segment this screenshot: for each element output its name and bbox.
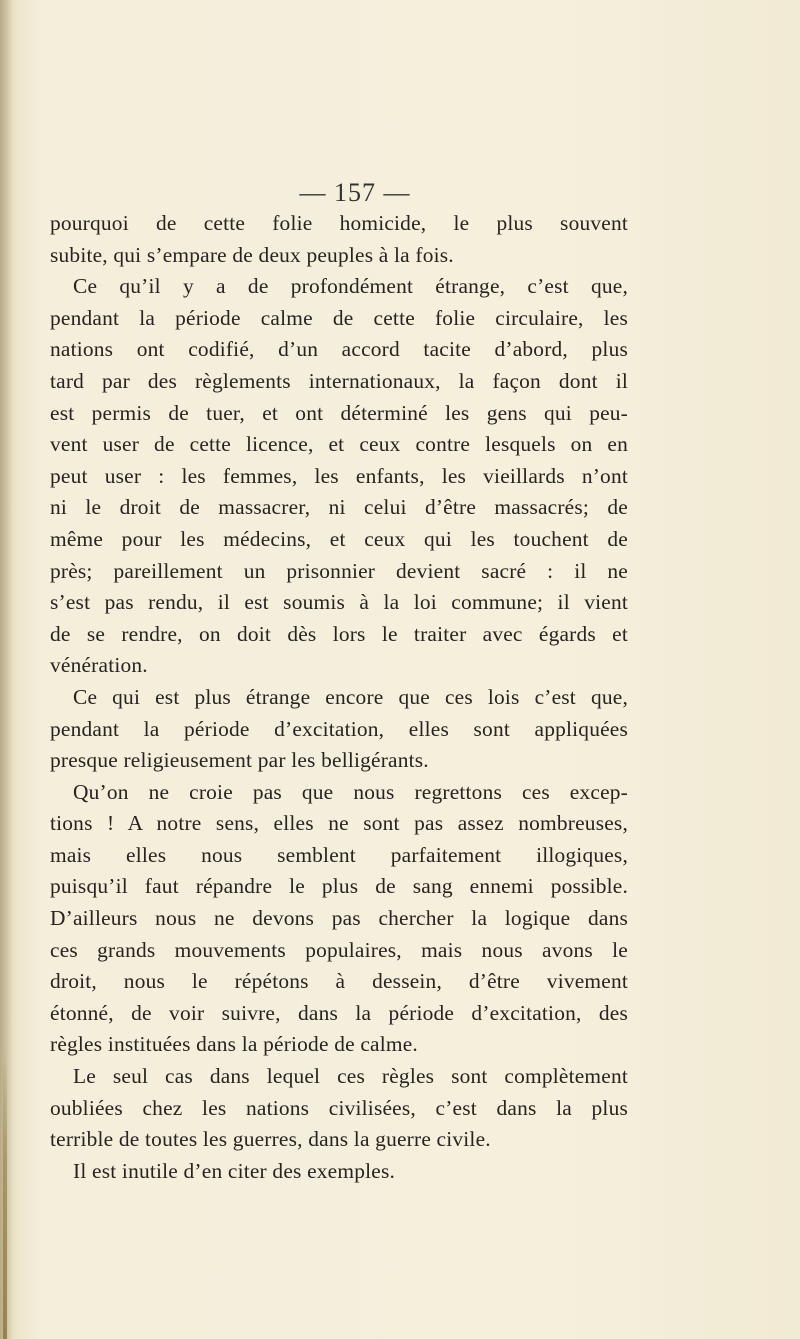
text-line: Il est inutile d’en citer des exemples. [73, 1158, 396, 1183]
text-line: Ce qui est plus étrange encore que ces lois c’est que, [73, 684, 628, 709]
text-line: oubliées chez les nations civilisées, c’est dans la plus [50, 1095, 628, 1120]
text-line: peut user : les femmes, les enfants, les vieillards n’ont [50, 463, 628, 488]
page-number: — 157 — [299, 178, 411, 207]
text-line: tions ! A notre sens, elles ne sont pas assez nombreuses, [50, 811, 628, 836]
text-line: de se rendre, on doit dès lors le traiter avec égards et [50, 621, 628, 646]
text-line: nations ont codifié, d’un accord tacite d’abord, plus [50, 337, 628, 362]
text-line: près; pareillement un prisonnier devient sacré : il ne [50, 558, 628, 583]
text-line: ces grands mouvements populaires, mais nous avons le [50, 937, 628, 962]
text-line: D’ailleurs nous ne devons pas chercher la logique dans [50, 906, 628, 931]
text-line: règles instituées dans la période de calme. [50, 1032, 418, 1057]
text-line: terrible de toutes les guerres, dans la guerre civile. [50, 1127, 491, 1152]
text-line: est permis de tuer, et ont déterminé les gens qui peu- [50, 400, 628, 425]
text-line: pourquoi de cette folie homicide, le plus souvent [50, 211, 628, 235]
text-line: Ce qu’il y a de profondément étrange, c’est que, [73, 274, 628, 299]
text-line: droit, nous le répétons à dessein, d’être vivement [50, 969, 628, 994]
text-line: tard par des règlements internationaux, la façon dont il [50, 368, 628, 393]
text-line: pendant la période calme de cette folie circulaire, les [50, 305, 628, 330]
page-binding-edge [3, 1050, 7, 1339]
text-line: même pour les médecins, et ceux qui les touchent de [50, 526, 628, 551]
text-line: Le seul cas dans lequel ces règles sont complètement [73, 1064, 628, 1089]
text-line: presque religieusement par les belligérants. [50, 748, 429, 773]
text-line: puisqu’il faut répandre le plus de sang ennemi possible. [50, 874, 628, 899]
text-line: subite, qui s’empare de deux peuples à la fois. [50, 242, 454, 267]
text-line: vent user de cette licence, et ceux contre lesquels on en [50, 432, 628, 457]
body-text [50, 208, 628, 1187]
text-line: pendant la période d’excitation, elles sont appliquées [50, 716, 628, 741]
text-line: vénération. [50, 653, 148, 678]
text-line: étonné, de voir suivre, dans la période d’excitation, des [50, 1000, 628, 1025]
text-line: s’est pas rendu, il est soumis à la loi commune; il vient [50, 590, 628, 615]
text-line: mais elles nous semblent parfaitement illogiques, [50, 842, 628, 867]
text-line: ni le droit de massacrer, ni celui d’être massacrés; de [50, 495, 628, 520]
text-line: Qu’on ne croie pas que nous regrettons ces excep- [73, 779, 628, 804]
